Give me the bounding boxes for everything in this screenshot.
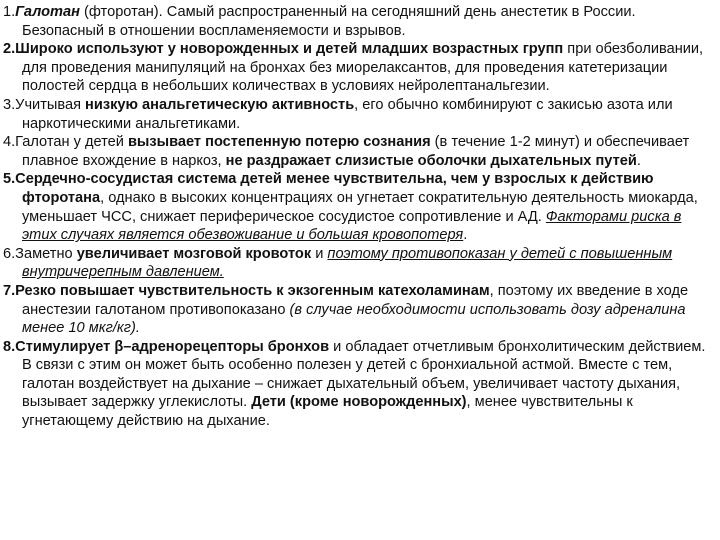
text-segment: Сердечно-сосудистая система детей менее чувствительна, чем у взрослых к действию фторотана: [15, 171, 654, 206]
list-item-3: [3, 96, 706, 133]
text-segment: Галотан: [15, 4, 80, 20]
text-segment: Резко повышает чувствительность к экзогенным катехоламинам: [15, 282, 490, 299]
list-item-6: [3, 245, 706, 282]
text-segment: не раздражает слизистые оболочки дыхательных путей: [225, 152, 637, 169]
item-number: 7.: [3, 282, 16, 299]
list-item-5: [3, 170, 706, 244]
text-segment: Дети (кроме новорожденных): [251, 394, 467, 411]
text-segment: увеличивает мозговой кровоток: [76, 245, 312, 262]
list-item-1: [3, 3, 706, 40]
text-segment: , поэтому их введение в ходе анестезии галотаном противопоказано: [22, 282, 689, 318]
text-segment: Заметно: [15, 245, 77, 262]
list-item-4: [3, 133, 706, 170]
text-segment: (в течение 1-2 минут) и обеспечивает плавное вхождение в наркоз,: [22, 134, 690, 169]
item-number: 3.: [3, 96, 16, 113]
item-number: 5.: [3, 171, 16, 188]
text-segment: Факторами риска в этих случаях является обезвоживание и большая кровопотеря: [22, 208, 682, 244]
text-segment: , однако в высоких концентрациях он угнетает сократительную деятельность миокарда, уменьшает ЧСС, снижает периферическое сосудистое сопротивление и АД.: [22, 189, 698, 225]
text-segment: Широко используют у новорожденных и детей младших возрастных групп: [15, 41, 564, 58]
text-segment: поэтому противопоказан у детей с повышенным внутричерепным давлением.: [22, 245, 673, 281]
text-segment: вызывает постепенную потерю сознания: [127, 134, 431, 151]
text-segment: Учитывая: [15, 96, 86, 113]
text-segment: , его обычно комбинируют с закисью азота или наркотическими анальгетиками.: [22, 96, 673, 132]
text-segment: и обладает отчетливым бронхолитическим действием. В связи с этим он может быть особенно полезен у детей с бронхиальной астмой. Вместе с тем, галотан воздействует на дыхание – снижает дыхательный объем, увеличивает частоту дыхания, вызывает задержку углекислоты.: [22, 338, 706, 411]
list-item-7: [3, 282, 706, 338]
text-segment: .: [636, 152, 641, 169]
item-number: 1.: [3, 4, 16, 20]
list-item-2: [3, 40, 706, 96]
item-number: 2.: [3, 41, 16, 58]
list-item-8: [3, 338, 706, 431]
text-segment: .: [463, 227, 468, 244]
text-segment: при обезболивании, для проведения манипуляций на бронхах без миорелаксантов, для проведения катетеризации полостей сердца в небольших количествах в условиях нейролептанальгезии.: [22, 41, 704, 95]
text-segment: (в случае необходимости использовать дозу адреналина менее 10 мкг/кг).: [22, 301, 686, 337]
text-segment: Стимулирует β–адренорецепторы бронхов: [15, 338, 330, 355]
text-segment: (фторотан). Самый распространенный на сегодняшний день анестетик в России. Безопасный в отношении воспламеняемости и взрывов.: [22, 4, 636, 39]
text-segment: Галотан у детей: [15, 134, 128, 151]
item-number: 6.: [3, 245, 16, 262]
text-segment: , менее чувствительны к угнетающему действию на дыхание.: [22, 394, 633, 430]
item-number: 8.: [3, 338, 16, 355]
item-number: 4.: [3, 134, 16, 151]
text-segment: низкую анальгетическую активность: [85, 96, 355, 113]
text-segment: и: [311, 245, 328, 262]
